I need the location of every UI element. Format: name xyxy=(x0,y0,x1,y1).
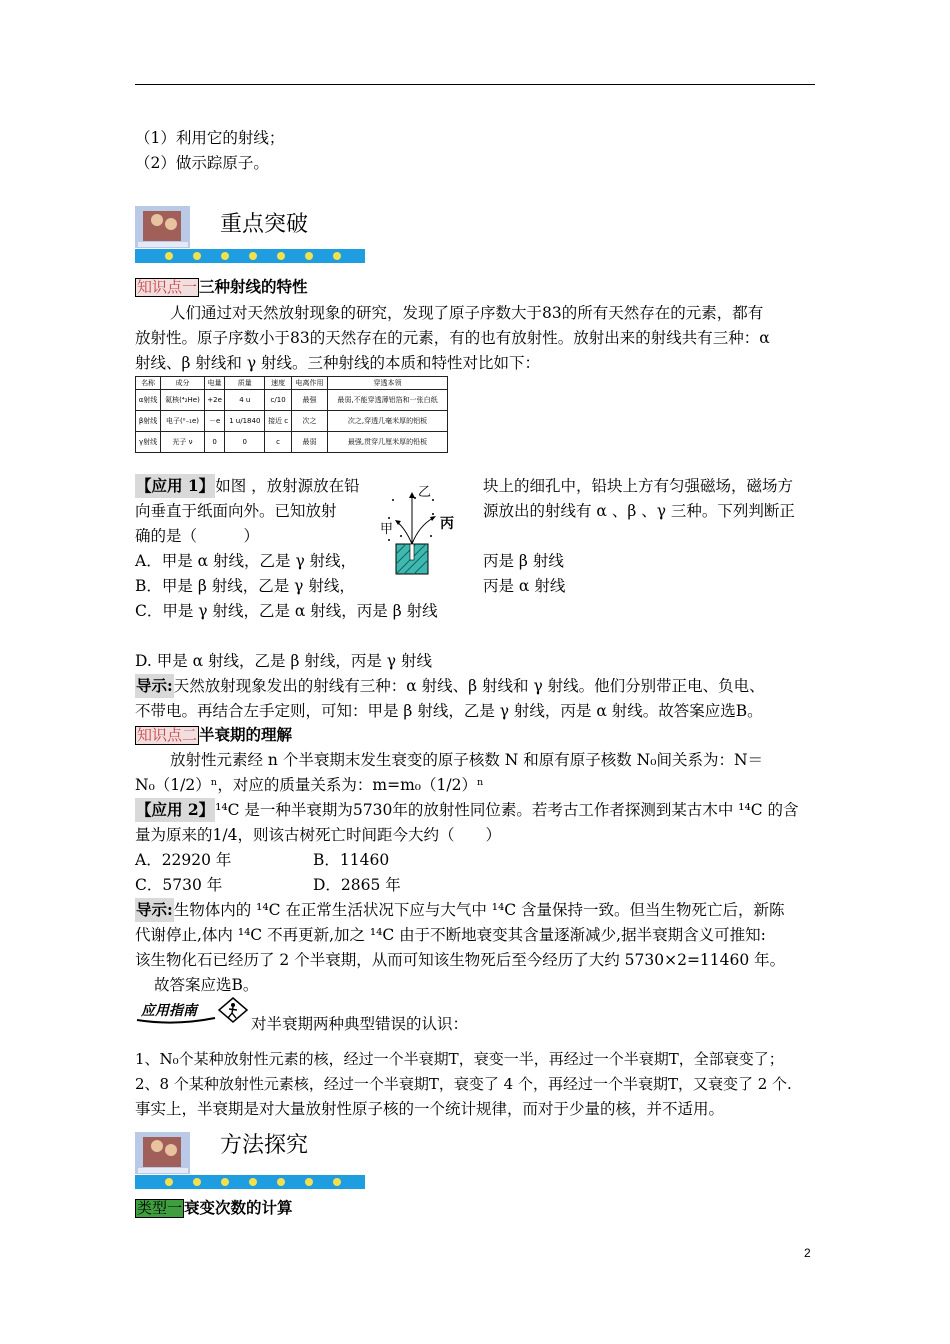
paragraph-line: 事实上，半衰期是对大量放射性原子核的一个统计规律，而对于少量的核，并不适用。 xyxy=(135,1100,725,1118)
type-heading xyxy=(135,1196,293,1220)
table-cell: 接近 c xyxy=(265,411,292,432)
table-row xyxy=(136,390,448,411)
app-guide-logo-text: 应用指南 xyxy=(141,1003,197,1019)
table-cell: 4 u xyxy=(225,390,265,411)
app-guide-logo xyxy=(135,996,251,1026)
option-b-rest: 丙是 α 射线 xyxy=(483,577,566,595)
knowledge-point-tag: 知识点一 xyxy=(137,278,198,296)
knowledge-point-title: 半衰期的理解 xyxy=(199,725,293,744)
table-cell: c/10 xyxy=(265,390,292,411)
table-header: 电量 xyxy=(204,377,224,390)
option-b: B．11460 xyxy=(313,851,390,869)
table-header: 成分 xyxy=(161,377,205,390)
table-header: 质量 xyxy=(225,377,265,390)
guide-line: 不带电。再结合左手定则，可知：甲是 β 射线，乙是 γ 射线，丙是 α 射线。故答案应选B。 xyxy=(135,702,763,720)
section-title: 重点突破 xyxy=(220,212,309,237)
question-line: 源放出的射线有 α 、β 、γ 三种。下列判断正 xyxy=(483,502,795,520)
table-cell: 光子 ν xyxy=(161,432,205,453)
text-line: （1）利用它的射线； xyxy=(135,129,285,147)
guide-line: 该生物化石已经历了 2 个半衰期，从而可知该生物死后至今经历了大约 5730×2=11460 年。 xyxy=(135,951,786,969)
knowledge-point-tag: 知识点二 xyxy=(137,726,198,744)
option-a-rest: 丙是 β 射线 xyxy=(483,552,564,570)
table-cell: 最强,贯穿几厘米厚的铅板 xyxy=(328,432,448,453)
table-cell: β射线 xyxy=(136,411,161,432)
type-title: 衰变次数的计算 xyxy=(184,1198,293,1217)
table-cell: 次之 xyxy=(292,411,328,432)
table-row xyxy=(136,432,448,453)
option-d: D．2865 年 xyxy=(313,876,401,894)
table-cell: α射线 xyxy=(136,390,161,411)
paragraph-line: 人们通过对天然放射现象的研究，发现了原子序数大于83的所有天然存在的元素，都有 xyxy=(170,304,764,322)
type-tag: 类型一 xyxy=(137,1199,183,1217)
table-cell: 最弱,不能穿透薄铝箔和一张白纸 xyxy=(328,390,448,411)
section-title: 方法探究 xyxy=(220,1133,309,1158)
table-cell: －e xyxy=(204,411,224,432)
guide-tag: 导示: xyxy=(135,674,174,698)
app-guide-text: 对半衰期两种典型错误的认识： xyxy=(251,1015,469,1033)
page-number: 2 xyxy=(804,1246,811,1260)
knowledge-point-title: 三种射线的特性 xyxy=(199,277,308,296)
table-cell: 0 xyxy=(225,432,265,453)
table-header: 速度 xyxy=(265,377,292,390)
figure-label-yi: 乙 xyxy=(418,485,432,500)
option-c: C．5730 年 xyxy=(135,876,223,894)
text-line: （2）做示踪原子。 xyxy=(135,154,269,172)
option-c: C．甲是 γ 射线，乙是 α 射线，丙是 β 射线 xyxy=(135,602,438,620)
table-header: 穿透本领 xyxy=(328,377,448,390)
paragraph-line: 放射性元素经 n 个半衰期末发生衰变的原子核数 N 和原有原子核数 N₀间关系为：N＝ xyxy=(170,751,764,769)
question-line: 块上的细孔中，铅块上方有匀强磁场，磁场方 xyxy=(483,477,794,495)
table-header: 电离作用 xyxy=(292,377,328,390)
question-line: 确的是（ ） xyxy=(135,527,260,545)
question-line: 【应用 1】如图 ，放射源放在铅 xyxy=(135,474,360,498)
table-header: 名称 xyxy=(136,377,161,390)
table-cell: 电子(⁰₋₁e) xyxy=(161,411,205,432)
knowledge-point-heading xyxy=(135,723,292,747)
radiation-properties-table xyxy=(135,376,448,453)
guide-line: 导示:天然放射现象发出的射线有三种：α 射线、β 射线和 γ 射线。他们分别带正电、负电、 xyxy=(135,674,765,698)
question-tag: 【应用 1】 xyxy=(135,474,215,498)
paragraph-line: 放射性。原子序数小于83的天然存在的元素，有的也有放射性。放射出来的射线共有三种：α xyxy=(135,329,770,347)
option-d: D. 甲是 α 射线，乙是 β 射线，丙是 γ 射线 xyxy=(135,652,432,670)
table-cell: c xyxy=(265,432,292,453)
paragraph-line: 1、N₀个某种放射性元素的核，经过一个半衰期T，衰变一半，再经过一个半衰期T，全部衰变了； xyxy=(135,1050,784,1068)
question-line: 向垂直于纸面向外。已知放射 xyxy=(135,502,337,520)
paragraph-line: N₀（1/2）ⁿ，对应的质量关系为：m=m₀（1/2）ⁿ xyxy=(135,776,484,794)
paragraph-line: 射线、β 射线和 γ 射线。三种射线的本质和特性对比如下： xyxy=(135,354,541,372)
option-a: A．22920 年 xyxy=(135,851,232,869)
guide-tag: 导示: xyxy=(135,898,174,922)
question-line: 【应用 2】¹⁴C 是一种半衰期为5730年的放射性同位素。若考古工作者探测到某古木中 ¹⁴C 的含 xyxy=(135,798,799,822)
option-a: A．甲是 α 射线，乙是 γ 射线， xyxy=(135,552,357,570)
table-cell: 次之,穿透几毫米厚的铝板 xyxy=(328,411,448,432)
question-line: 量为原来的1/4，则该古树死亡时间距今大约（ ） xyxy=(135,826,501,844)
figure-label-jia: 甲 xyxy=(380,522,394,537)
knowledge-point-heading xyxy=(135,275,308,299)
table-cell: 0 xyxy=(204,432,224,453)
guide-line: 代谢停止,体内 ¹⁴C 不再更新,加之 ¹⁴C 由于不断地衰变其含量逐渐减少,据半衰期含义可推知: xyxy=(135,926,766,944)
option-b: B．甲是 β 射线，乙是 γ 射线， xyxy=(135,577,355,595)
figure-label-bing: 丙 xyxy=(440,516,454,532)
table-cell: +2e xyxy=(204,390,224,411)
table-cell: 最强 xyxy=(292,390,328,411)
guide-line: 导示:生物体内的 ¹⁴C 在正常生活状况下应与大气中 ¹⁴C 含量保持一致。但当生物死亡后，新陈 xyxy=(135,898,785,922)
header-rule xyxy=(135,84,815,85)
guide-line: 故答案应选B。 xyxy=(154,976,259,994)
table-cell: γ射线 xyxy=(136,432,161,453)
table-cell: 1 u/1840 xyxy=(225,411,265,432)
table-row xyxy=(136,411,448,432)
question-tag: 【应用 2】 xyxy=(135,798,215,822)
table-cell: 氦核(⁴₂He) xyxy=(161,390,205,411)
table-cell: 最弱 xyxy=(292,432,328,453)
paragraph-line: 2、8 个某种放射性元素核，经过一个半衰期T，衰变了 4 个，再经过一个半衰期T，又衰变了 2 个. xyxy=(135,1075,792,1093)
